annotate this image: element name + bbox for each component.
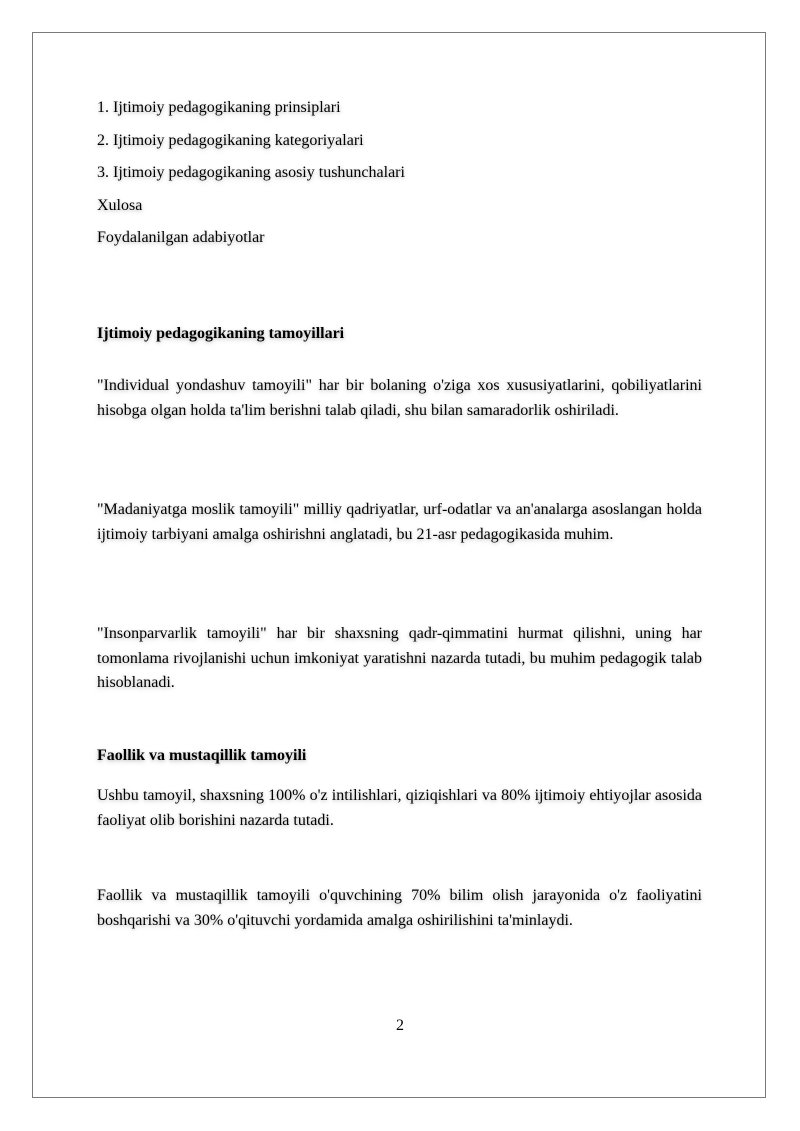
page-number: 2 [396, 1017, 404, 1034]
section-heading: Ijtimoiy pedagogikaning tamoyillari [97, 325, 345, 342]
paragraph: Faollik va mustaqillik tamoyili o'quvchining 70% bilim olish jarayonida o'z faoliyatini boshqarishi va 30% o'qituvchi yordamida amalga oshirilishini ta'minlaydi. [97, 887, 702, 929]
section-heading: Faollik va mustaqillik tamoyili [97, 747, 307, 764]
table-of-contents [97, 96, 702, 259]
paragraph: Ushbu tamoyil, shaxsning 100% o'z intilishlari, qiziqishlari va 80% ijtimoiy ehtiyojlar asosida faoliyat olib borishini nazarda tutadi. [97, 787, 702, 829]
paragraph: "Individual yondashuv tamoyili" har bir bolaning o'ziga xos xususiyatlarini, qobiliyatlarini hisobga olgan holda ta'lim berishni talab qiladi, shu bilan samaradorlik oshiriladi. [97, 377, 702, 419]
toc-item: 2. Ijtimoiy pedagogikaning kategoriyalari [97, 131, 364, 149]
toc-item: 3. Ijtimoiy pedagogikaning asosiy tushunchalari [97, 164, 405, 181]
paragraph: "Insonparvarlik tamoyili" har bir shaxsning qadr-qimmatini hurmat qilishni, uning har tomonlama rivojlanishi uchun imkoniyat yaratishni nazarda tutadi, bu muhim pedagogik talab hisoblanadi. [97, 625, 702, 691]
toc-item: Foydalanilgan adabiyotlar [97, 229, 265, 246]
paragraph: "Madaniyatga moslik tamoyili" milliy qadriyatlar, urf-odatlar va an'analarga asoslangan holda ijtimoiy tarbiyani amalga oshirishni anglatadi, bu 21-asr pedagogikasida muhim. [97, 501, 702, 543]
toc-item: 1. Ijtimoiy pedagogikaning prinsiplari [97, 99, 341, 116]
toc-item: Xulosa [97, 196, 143, 214]
